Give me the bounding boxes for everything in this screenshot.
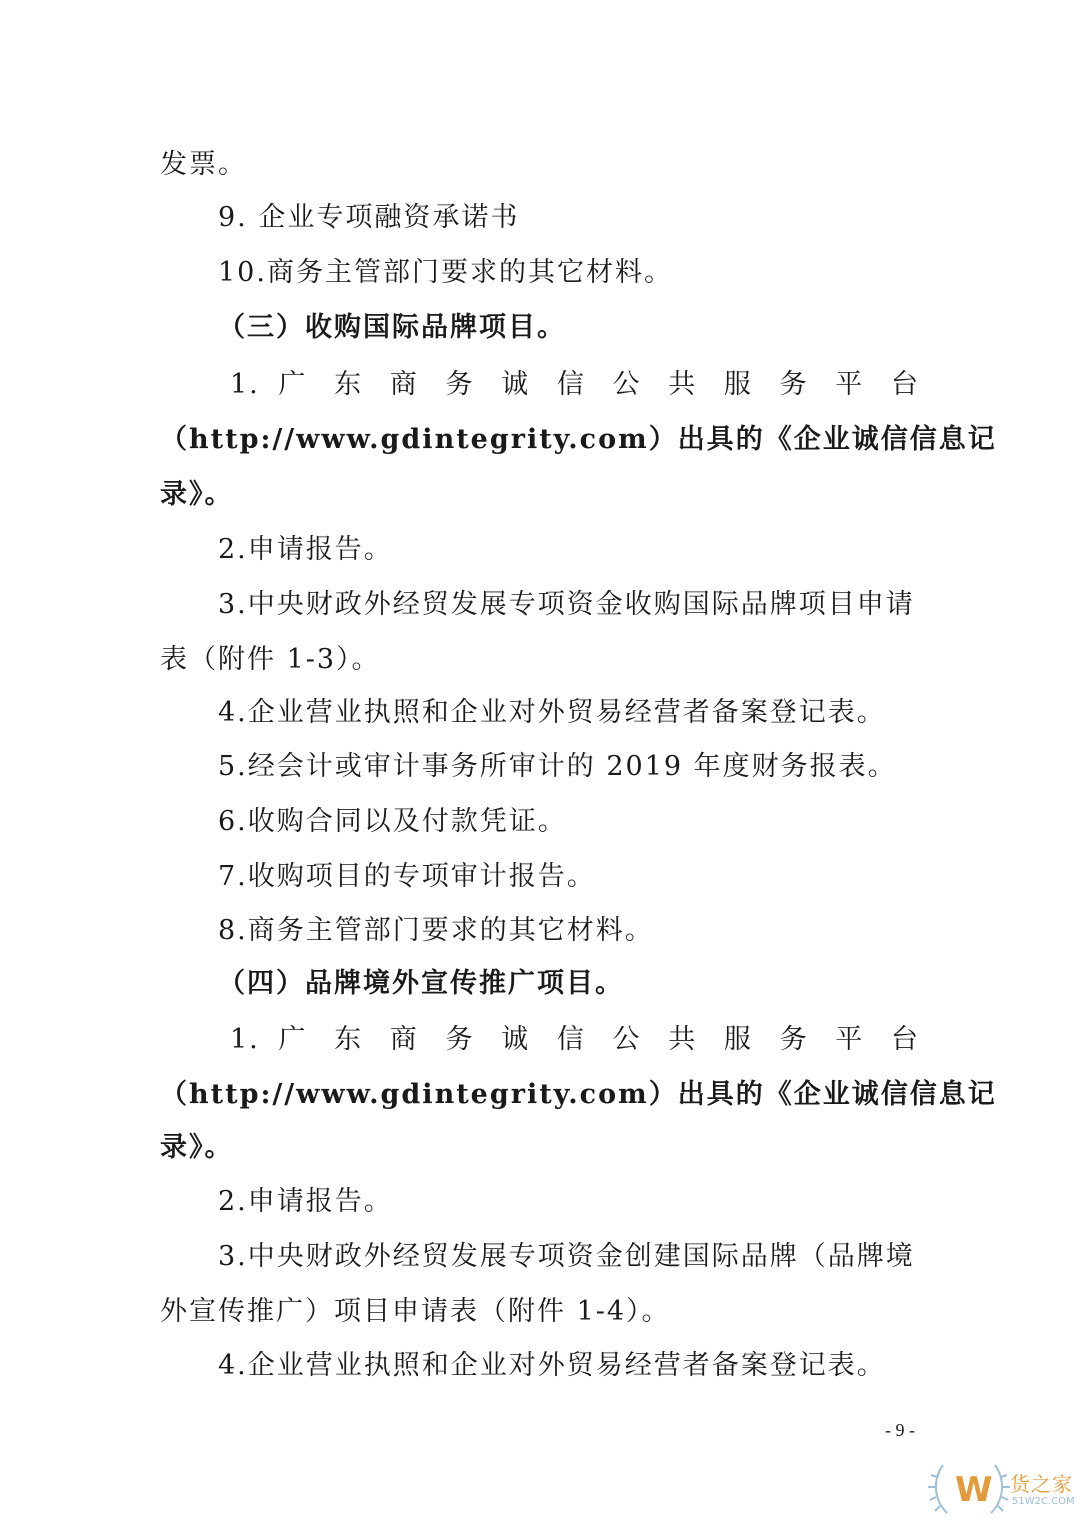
text-line: 录》。 bbox=[160, 1132, 234, 1163]
section-heading: （四）品牌境外宣传推广项目。 bbox=[218, 968, 624, 999]
text-line: 外宣传推广）项目申请表（附件 1-4）。 bbox=[160, 1296, 671, 1327]
text-line: 8.商务主管部门要求的其它材料。 bbox=[218, 915, 654, 946]
text-line: （http://www.gdintegrity.com）出具的《企业诚信信息记 bbox=[160, 1079, 997, 1110]
text-line: 发票。 bbox=[160, 149, 247, 180]
text-line: 2.申请报告。 bbox=[218, 534, 393, 565]
text-line: 7.收购项目的专项审计报告。 bbox=[218, 861, 596, 892]
text-line: 2.申请报告。 bbox=[218, 1186, 393, 1217]
text-line: 4.企业营业执照和企业对外贸易经营者备案登记表。 bbox=[218, 697, 886, 728]
text-line: 6.收购合同以及付款凭证。 bbox=[218, 806, 567, 837]
text-line: 1. 广 东 商 务 诚 信 公 共 服 务 平 台 bbox=[230, 369, 920, 400]
text-line: 3.中央财政外经贸发展专项资金创建国际品牌（品牌境 bbox=[218, 1241, 915, 1272]
text-line: （http://www.gdintegrity.com）出具的《企业诚信信息记 bbox=[160, 424, 997, 455]
text-line: 1. 广 东 商 务 诚 信 公 共 服 务 平 台 bbox=[230, 1024, 920, 1055]
text-line: 4.企业营业执照和企业对外贸易经营者备案登记表。 bbox=[218, 1350, 886, 1381]
page-number: - 9 - bbox=[885, 1420, 915, 1440]
section-heading: （三）收购国际品牌项目。 bbox=[218, 312, 566, 343]
text-line: 5.经会计或审计事务所审计的 2019 年度财务报表。 bbox=[218, 751, 897, 782]
text-line: 9. 企业专项融资承诺书 bbox=[218, 202, 520, 233]
text-line: 录》。 bbox=[160, 479, 234, 510]
text-line: 3.中央财政外经贸发展专项资金收购国际品牌项目申请 bbox=[218, 589, 915, 620]
svg-text:W: W bbox=[955, 1470, 993, 1510]
text-line: 表（附件 1-3）。 bbox=[160, 644, 381, 675]
text-line: 10.商务主管部门要求的其它材料。 bbox=[218, 257, 673, 288]
watermark-brand: 货之家 bbox=[1010, 1472, 1073, 1496]
watermark-site: 51W2C.COM bbox=[1012, 1496, 1075, 1507]
